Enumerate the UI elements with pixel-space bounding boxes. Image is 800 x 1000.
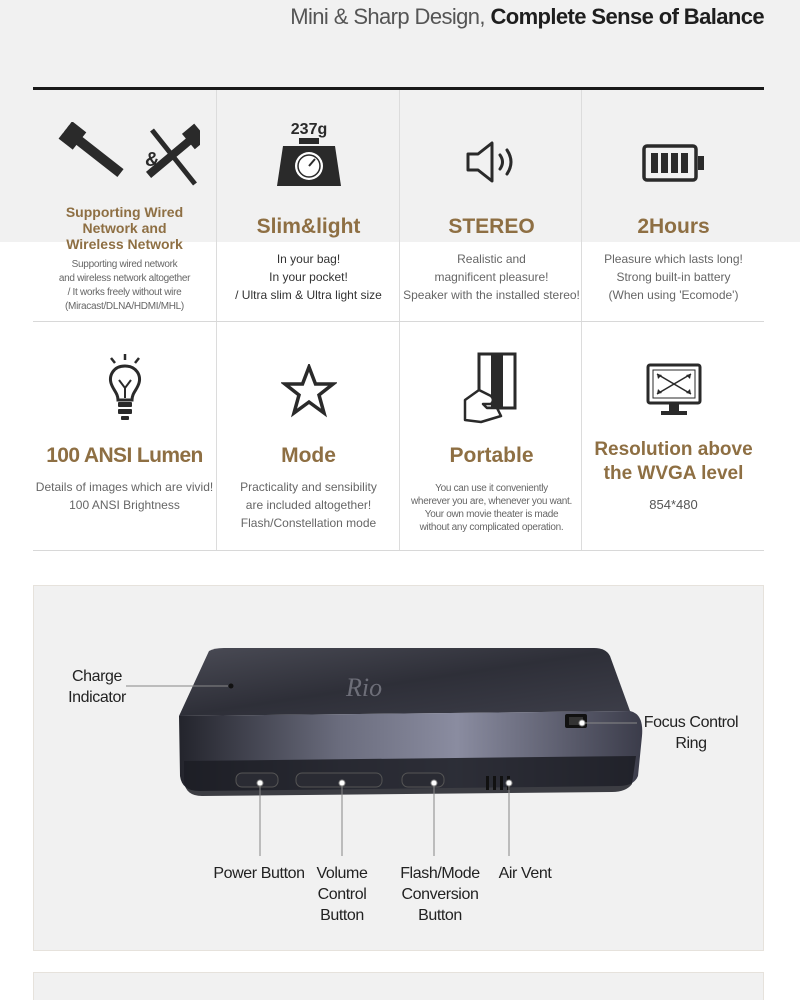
monitor-resolution-icon: [582, 362, 765, 418]
feature-mode: [217, 322, 400, 552]
label-charge-indicator: Charge Indicator: [68, 668, 126, 706]
headline-light: Mini & Sharp Design,: [290, 4, 485, 29]
feature-title: 100 ANSI Lumen: [46, 444, 203, 467]
feature-portable: [400, 322, 583, 552]
page-headline: [290, 2, 764, 32]
feature-description: Pleasure which lasts long! Strong built-in battery (When using 'Ecomode'): [604, 252, 743, 302]
next-section-box: [33, 972, 764, 1000]
hand-card-icon: [400, 350, 583, 426]
headline-bold: Complete Sense of Balance: [490, 4, 764, 29]
label-air-vent: Air Vent: [498, 865, 552, 882]
light-bulb-icon: [33, 352, 216, 422]
feature-description: In your bag! In your pocket! / Ultra slim & Ultra light size: [235, 252, 382, 302]
feature-grid: [33, 90, 764, 551]
label-power-button: Power Button: [213, 865, 305, 882]
feature-title: STEREO: [448, 215, 535, 238]
feature-title: 2Hours: [637, 215, 710, 238]
svg-text:&: &: [144, 149, 159, 171]
feature-title: Supporting Wired Network and Wireless Network: [65, 204, 184, 252]
label-flash-mode-button: Flash/Mode Conversion Button: [400, 865, 480, 924]
feature-description: You can use it conveniently wherever you are, whenever you want. Your own movie theater is made without any complicated operation.: [411, 483, 572, 533]
feature-title: Slim&light: [256, 215, 361, 238]
svg-text:237g: 237g: [290, 121, 327, 138]
feature-description: 854*480: [649, 497, 698, 512]
feature-lumen: [33, 322, 216, 552]
label-volume-button: Volume Control Button: [316, 865, 368, 924]
feature-title: Mode: [281, 444, 336, 467]
label-focus-control-ring: Focus Control Ring: [643, 714, 739, 752]
network-cable-icon: [33, 122, 216, 192]
feature-slim-light: [217, 90, 400, 320]
feature-description: Realistic and magnificent pleasure! Speaker with the installed stereo!: [403, 252, 580, 302]
star-icon: [217, 364, 400, 418]
feature-description: Supporting wired network and wireless network altogether / It works freely without wire (Miracast/DLNA/HDMI/MHL): [58, 259, 191, 312]
feature-title: Resolution above the WVGA level: [594, 439, 753, 484]
feature-description: Practicality and sensibility are included altogether! Flash/Constellation mode: [240, 480, 377, 530]
feature-battery: [582, 90, 765, 320]
svg-text:Rio: Rio: [346, 673, 383, 702]
feature-network: [33, 90, 216, 320]
device-diagram: [33, 585, 764, 951]
feature-title: Portable: [449, 444, 534, 467]
feature-stereo: [400, 90, 583, 320]
feature-description: Details of images which are vivid! 100 ANSI Brightness: [35, 480, 214, 512]
speaker-icon: [400, 140, 583, 184]
battery-icon: [582, 144, 765, 182]
scale-icon: [217, 118, 400, 190]
feature-resolution: [582, 322, 765, 552]
